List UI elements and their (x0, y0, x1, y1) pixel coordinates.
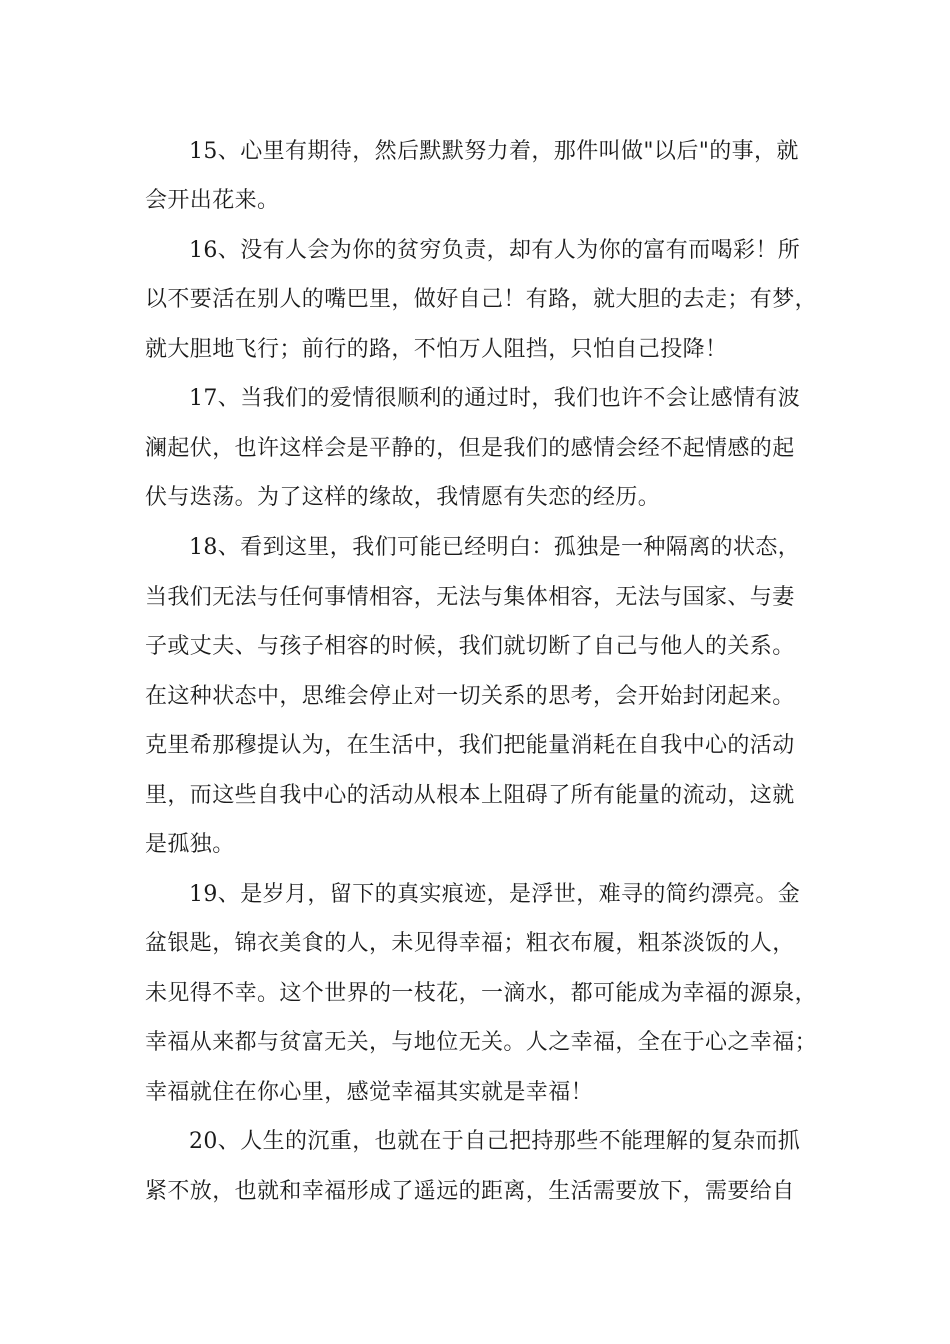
paragraph-20-line-1: 20、人生的沉重，也就在于自己把持那些不能理解的复杂而抓 (189, 1129, 801, 1154)
paragraph-15-line-2: 会开出花来。 (145, 188, 280, 213)
paragraph-16-line-3: 就大胆地飞行；前行的路，不怕万人阻挡，只怕自己投降！ (145, 337, 728, 362)
paragraph-19-line-3: 未见得不幸。这个世界的一枝花，一滴水，都可能成为幸福的源泉， (145, 981, 818, 1006)
paragraph-19-line-5: 幸福就住在你心里，感觉幸福其实就是幸福！ (145, 1080, 594, 1105)
paragraph-17-line-3: 伏与迭荡。为了这样的缘故，我情愿有失恋的经历。 (145, 485, 661, 510)
paragraph-18-line-3: 子或丈夫、与孩子相容的时候，我们就切断了自己与他人的关系。 (145, 634, 795, 659)
paragraph-19-line-1: 19、是岁月，留下的真实痕迹，是浮世，难寻的简约漂亮。金 (189, 882, 801, 907)
paragraph-16-line-2: 以不要活在别人的嘴巴里，做好自己！有路，就大胆的去走；有梦， (145, 287, 818, 312)
paragraph-18-line-4: 在这种状态中，思维会停止对一切关系的思考，会开始封闭起来。 (145, 684, 795, 709)
paragraph-17-line-2: 澜起伏，也许这样会是平静的，但是我们的感情会经不起情感的起 (145, 436, 795, 461)
paragraph-19-line-4: 幸福从来都与贫富无关，与地位无关。人之幸福，全在于心之幸福； (145, 1030, 818, 1055)
paragraph-17-line-1: 17、当我们的爱情很顺利的通过时，我们也许不会让感情有波 (189, 386, 801, 411)
paragraph-19-line-2: 盆银匙，锦衣美食的人，未见得幸福；粗衣布履，粗茶淡饭的人， (145, 931, 795, 956)
paragraph-18-line-2: 当我们无法与任何事情相容，无法与集体相容，无法与国家、与妻 (145, 585, 795, 610)
paragraph-16-line-1: 16、没有人会为你的贫穷负责，却有人为你的富有而喝彩！所 (189, 238, 801, 263)
paragraph-18-line-5: 克里希那穆提认为，在生活中，我们把能量消耗在自我中心的活动 (145, 733, 795, 758)
paragraph-15-line-1: 15、心里有期待，然后默默努力着，那件叫做"以后"的事，就 (189, 139, 799, 164)
paragraph-18-line-7: 是孤独。 (145, 832, 235, 857)
paragraph-20-line-2: 紧不放，也就和幸福形成了遥远的距离，生活需要放下，需要给自 (145, 1179, 795, 1204)
paragraph-18-line-6: 里，而这些自我中心的活动从根本上阻碍了所有能量的流动，这就 (145, 783, 795, 808)
paragraph-18-line-1: 18、看到这里，我们可能已经明白：孤独是一种隔离的状态， (189, 535, 801, 560)
